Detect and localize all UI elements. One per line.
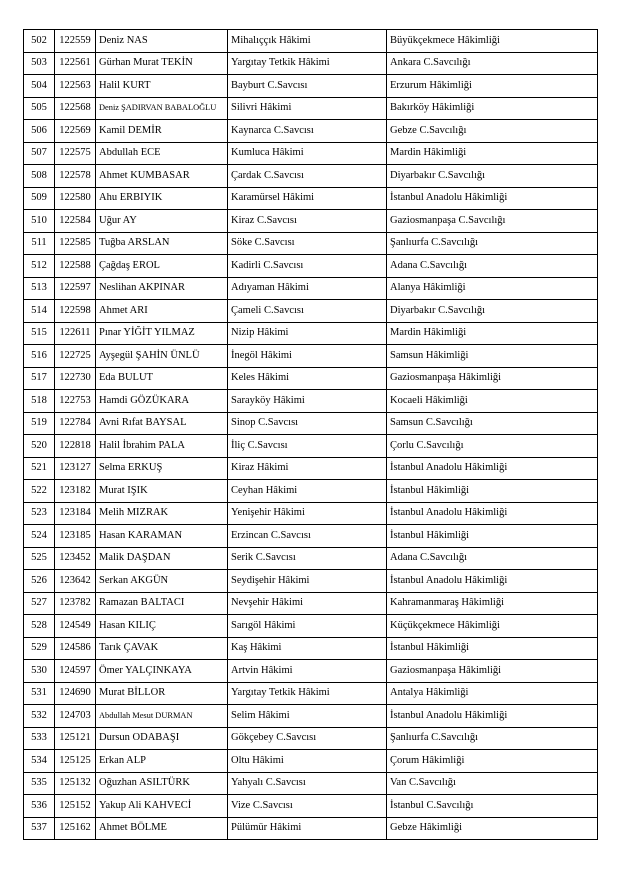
current-post: Erzincan C.Savcısı — [228, 525, 387, 548]
person-name: Eda BULUT — [96, 367, 228, 390]
current-post: Seydişehir Hâkimi — [228, 570, 387, 593]
person-name: Selma ERKUŞ — [96, 457, 228, 480]
row-number: 519 — [24, 412, 55, 435]
registry-number: 124597 — [55, 660, 96, 683]
person-name: Halil KURT — [96, 75, 228, 98]
current-post: Sinop C.Savcısı — [228, 412, 387, 435]
registry-number: 122611 — [55, 322, 96, 345]
table-row — [24, 30, 598, 53]
new-post: İstanbul Anadolu Hâkimliği — [387, 502, 598, 525]
registry-number: 122725 — [55, 345, 96, 368]
current-post: Nizip Hâkimi — [228, 322, 387, 345]
registry-number: 122598 — [55, 300, 96, 323]
new-post: Van C.Savcılığı — [387, 772, 598, 795]
table-row — [24, 637, 598, 660]
row-number: 517 — [24, 367, 55, 390]
current-post: Sarıgöl Hâkimi — [228, 615, 387, 638]
new-post: Adana C.Savcılığı — [387, 255, 598, 278]
row-number: 528 — [24, 615, 55, 638]
current-post: Oltu Hâkimi — [228, 750, 387, 773]
table-row — [24, 750, 598, 773]
current-post: Karamürsel Hâkimi — [228, 187, 387, 210]
row-number: 509 — [24, 187, 55, 210]
row-number: 514 — [24, 300, 55, 323]
registry-number: 125152 — [55, 795, 96, 818]
new-post: Adana C.Savcılığı — [387, 547, 598, 570]
new-post: İstanbul Hâkimliği — [387, 525, 598, 548]
person-name: Ramazan BALTACI — [96, 592, 228, 615]
row-number: 525 — [24, 547, 55, 570]
row-number: 512 — [24, 255, 55, 278]
table-row — [24, 75, 598, 98]
current-post: Ceyhan Hâkimi — [228, 480, 387, 503]
current-post: İliç C.Savcısı — [228, 435, 387, 458]
row-number: 537 — [24, 817, 55, 840]
table-row — [24, 367, 598, 390]
appointment-table — [23, 29, 598, 840]
current-post: Çardak C.Savcısı — [228, 165, 387, 188]
person-name: Oğuzhan ASILTÜRK — [96, 772, 228, 795]
table-row — [24, 300, 598, 323]
new-post: Erzurum Hâkimliği — [387, 75, 598, 98]
table-row — [24, 660, 598, 683]
current-post: Söke C.Savcısı — [228, 232, 387, 255]
current-post: Kiraz Hâkimi — [228, 457, 387, 480]
row-number: 515 — [24, 322, 55, 345]
new-post: İstanbul Anadolu Hâkimliği — [387, 457, 598, 480]
new-post: Çorum Hâkimliği — [387, 750, 598, 773]
table-row — [24, 255, 598, 278]
row-number: 504 — [24, 75, 55, 98]
new-post: Bakırköy Hâkimliği — [387, 97, 598, 120]
person-name: Ömer YALÇINKAYA — [96, 660, 228, 683]
row-number: 506 — [24, 120, 55, 143]
current-post: Serik C.Savcısı — [228, 547, 387, 570]
table-row — [24, 772, 598, 795]
table-row — [24, 615, 598, 638]
row-number: 523 — [24, 502, 55, 525]
person-name: Tarık ÇAVAK — [96, 637, 228, 660]
table-row — [24, 435, 598, 458]
person-name: Melih MIZRAK — [96, 502, 228, 525]
table-row — [24, 727, 598, 750]
table-row — [24, 390, 598, 413]
registry-number: 123185 — [55, 525, 96, 548]
row-number: 534 — [24, 750, 55, 773]
person-name: Ahmet ARI — [96, 300, 228, 323]
row-number: 508 — [24, 165, 55, 188]
row-number: 530 — [24, 660, 55, 683]
new-post: Gaziosmanpaşa Hâkimliği — [387, 660, 598, 683]
new-post: Samsun Hâkimliği — [387, 345, 598, 368]
new-post: Antalya Hâkimliği — [387, 682, 598, 705]
table-row — [24, 322, 598, 345]
new-post: İstanbul Hâkimliği — [387, 480, 598, 503]
row-number: 518 — [24, 390, 55, 413]
new-post: Diyarbakır C.Savcılığı — [387, 300, 598, 323]
registry-number: 122730 — [55, 367, 96, 390]
registry-number: 122561 — [55, 52, 96, 75]
table-row — [24, 210, 598, 233]
new-post: Şanlıurfa C.Savcılığı — [387, 232, 598, 255]
row-number: 505 — [24, 97, 55, 120]
row-number: 507 — [24, 142, 55, 165]
registry-number: 125132 — [55, 772, 96, 795]
registry-number: 123782 — [55, 592, 96, 615]
row-number: 521 — [24, 457, 55, 480]
person-name: Neslihan AKPINAR — [96, 277, 228, 300]
registry-number: 122588 — [55, 255, 96, 278]
current-post: Kaynarca C.Savcısı — [228, 120, 387, 143]
row-number: 527 — [24, 592, 55, 615]
table-row — [24, 187, 598, 210]
current-post: Artvin Hâkimi — [228, 660, 387, 683]
new-post: Alanya Hâkimliği — [387, 277, 598, 300]
row-number: 503 — [24, 52, 55, 75]
registry-number: 122575 — [55, 142, 96, 165]
table-row — [24, 232, 598, 255]
registry-number: 123184 — [55, 502, 96, 525]
new-post: Kocaeli Hâkimliği — [387, 390, 598, 413]
registry-number: 122818 — [55, 435, 96, 458]
person-name: Abdullah ECE — [96, 142, 228, 165]
person-name: Deniz ŞADIRVAN BABALOĞLU — [96, 97, 228, 120]
current-post: Yahyalı C.Savcısı — [228, 772, 387, 795]
registry-number: 122568 — [55, 97, 96, 120]
registry-number: 123452 — [55, 547, 96, 570]
person-name: Ahmet BÖLME — [96, 817, 228, 840]
registry-number: 123127 — [55, 457, 96, 480]
row-number: 520 — [24, 435, 55, 458]
person-name: Murat BİLLOR — [96, 682, 228, 705]
current-post: Silivri Hâkimi — [228, 97, 387, 120]
table-row — [24, 525, 598, 548]
new-post: Ankara C.Savcılığı — [387, 52, 598, 75]
current-post: Çameli C.Savcısı — [228, 300, 387, 323]
registry-number: 122580 — [55, 187, 96, 210]
registry-number: 125162 — [55, 817, 96, 840]
new-post: Büyükçekmece Hâkimliği — [387, 30, 598, 53]
person-name: Hasan KARAMAN — [96, 525, 228, 548]
current-post: Kiraz C.Savcısı — [228, 210, 387, 233]
table-row — [24, 412, 598, 435]
new-post: Gebze C.Savcılığı — [387, 120, 598, 143]
table-row — [24, 480, 598, 503]
table-row — [24, 345, 598, 368]
current-post: Keles Hâkimi — [228, 367, 387, 390]
person-name: Murat IŞIK — [96, 480, 228, 503]
table-row — [24, 547, 598, 570]
current-post: Nevşehir Hâkimi — [228, 592, 387, 615]
new-post: Şanlıurfa C.Savcılığı — [387, 727, 598, 750]
current-post: Kaş Hâkimi — [228, 637, 387, 660]
table-row — [24, 277, 598, 300]
registry-number: 122584 — [55, 210, 96, 233]
row-number: 522 — [24, 480, 55, 503]
new-post: Gaziosmanpaşa Hâkimliği — [387, 367, 598, 390]
person-name: Ayşegül ŞAHİN ÜNLÜ — [96, 345, 228, 368]
row-number: 533 — [24, 727, 55, 750]
table-row — [24, 817, 598, 840]
new-post: İstanbul Anadolu Hâkimliği — [387, 570, 598, 593]
current-post: Kadirli C.Savcısı — [228, 255, 387, 278]
table-row — [24, 502, 598, 525]
person-name: Ahu ERBIYIK — [96, 187, 228, 210]
current-post: Bayburt C.Savcısı — [228, 75, 387, 98]
table-row — [24, 705, 598, 728]
new-post: Kahramanmaraş Hâkimliği — [387, 592, 598, 615]
person-name: Tuğba ARSLAN — [96, 232, 228, 255]
person-name: Ahmet KUMBASAR — [96, 165, 228, 188]
new-post: İstanbul Anadolu Hâkimliği — [387, 187, 598, 210]
table-row — [24, 165, 598, 188]
new-post: Samsun C.Savcılığı — [387, 412, 598, 435]
person-name: Serkan AKGÜN — [96, 570, 228, 593]
person-name: Erkan ALP — [96, 750, 228, 773]
registry-number: 125125 — [55, 750, 96, 773]
new-post: Gebze Hâkimliği — [387, 817, 598, 840]
person-name: Hasan KILIÇ — [96, 615, 228, 638]
row-number: 526 — [24, 570, 55, 593]
new-post: İstanbul C.Savcılığı — [387, 795, 598, 818]
person-name: Avni Rıfat BAYSAL — [96, 412, 228, 435]
row-number: 511 — [24, 232, 55, 255]
current-post: Gökçebey C.Savcısı — [228, 727, 387, 750]
registry-number: 122559 — [55, 30, 96, 53]
registry-number: 124690 — [55, 682, 96, 705]
table-row — [24, 52, 598, 75]
person-name: Malik DAŞDAN — [96, 547, 228, 570]
person-name: Halil İbrahim PALA — [96, 435, 228, 458]
table-row — [24, 97, 598, 120]
person-name: Kamil DEMİR — [96, 120, 228, 143]
table-row — [24, 682, 598, 705]
registry-number: 122585 — [55, 232, 96, 255]
row-number: 524 — [24, 525, 55, 548]
table-row — [24, 592, 598, 615]
registry-number: 123642 — [55, 570, 96, 593]
row-number: 529 — [24, 637, 55, 660]
person-name: Pınar YİĞİT YILMAZ — [96, 322, 228, 345]
person-name: Hamdi GÖZÜKARA — [96, 390, 228, 413]
person-name: Çağdaş EROL — [96, 255, 228, 278]
new-post: İstanbul Anadolu Hâkimliği — [387, 705, 598, 728]
current-post: İnegöl Hâkimi — [228, 345, 387, 368]
person-name: Abdullah Mesut DURMAN — [96, 705, 228, 728]
person-name: Deniz NAS — [96, 30, 228, 53]
registry-number: 122597 — [55, 277, 96, 300]
new-post: Diyarbakır C.Savcılığı — [387, 165, 598, 188]
current-post: Vize C.Savcısı — [228, 795, 387, 818]
registry-number: 123182 — [55, 480, 96, 503]
row-number: 531 — [24, 682, 55, 705]
table-row — [24, 142, 598, 165]
registry-number: 125121 — [55, 727, 96, 750]
registry-number: 122784 — [55, 412, 96, 435]
registry-number: 122563 — [55, 75, 96, 98]
current-post: Pülümür Hâkimi — [228, 817, 387, 840]
person-name: Uğur AY — [96, 210, 228, 233]
current-post: Sarayköy Hâkimi — [228, 390, 387, 413]
row-number: 502 — [24, 30, 55, 53]
person-name: Yakup Ali KAHVECİ — [96, 795, 228, 818]
person-name: Dursun ODABAŞI — [96, 727, 228, 750]
new-post: Çorlu C.Savcılığı — [387, 435, 598, 458]
new-post: Küçükçekmece Hâkimliği — [387, 615, 598, 638]
new-post: Gaziosmanpaşa C.Savcılığı — [387, 210, 598, 233]
appointment-table-body — [24, 30, 598, 840]
current-post: Adıyaman Hâkimi — [228, 277, 387, 300]
registry-number: 122578 — [55, 165, 96, 188]
row-number: 510 — [24, 210, 55, 233]
new-post: Mardin Hâkimliği — [387, 142, 598, 165]
registry-number: 124703 — [55, 705, 96, 728]
current-post: Selim Hâkimi — [228, 705, 387, 728]
current-post: Yargıtay Tetkik Hâkimi — [228, 52, 387, 75]
table-row — [24, 120, 598, 143]
registry-number: 122753 — [55, 390, 96, 413]
row-number: 532 — [24, 705, 55, 728]
registry-number: 122569 — [55, 120, 96, 143]
table-row — [24, 570, 598, 593]
current-post: Yenişehir Hâkimi — [228, 502, 387, 525]
registry-number: 124549 — [55, 615, 96, 638]
current-post: Yargıtay Tetkik Hâkimi — [228, 682, 387, 705]
row-number: 535 — [24, 772, 55, 795]
new-post: İstanbul Hâkimliği — [387, 637, 598, 660]
current-post: Mihalıççık Hâkimi — [228, 30, 387, 53]
registry-number: 124586 — [55, 637, 96, 660]
current-post: Kumluca Hâkimi — [228, 142, 387, 165]
row-number: 536 — [24, 795, 55, 818]
person-name: Gürhan Murat TEKİN — [96, 52, 228, 75]
row-number: 516 — [24, 345, 55, 368]
table-row — [24, 795, 598, 818]
table-row — [24, 457, 598, 480]
new-post: Mardin Hâkimliği — [387, 322, 598, 345]
row-number: 513 — [24, 277, 55, 300]
